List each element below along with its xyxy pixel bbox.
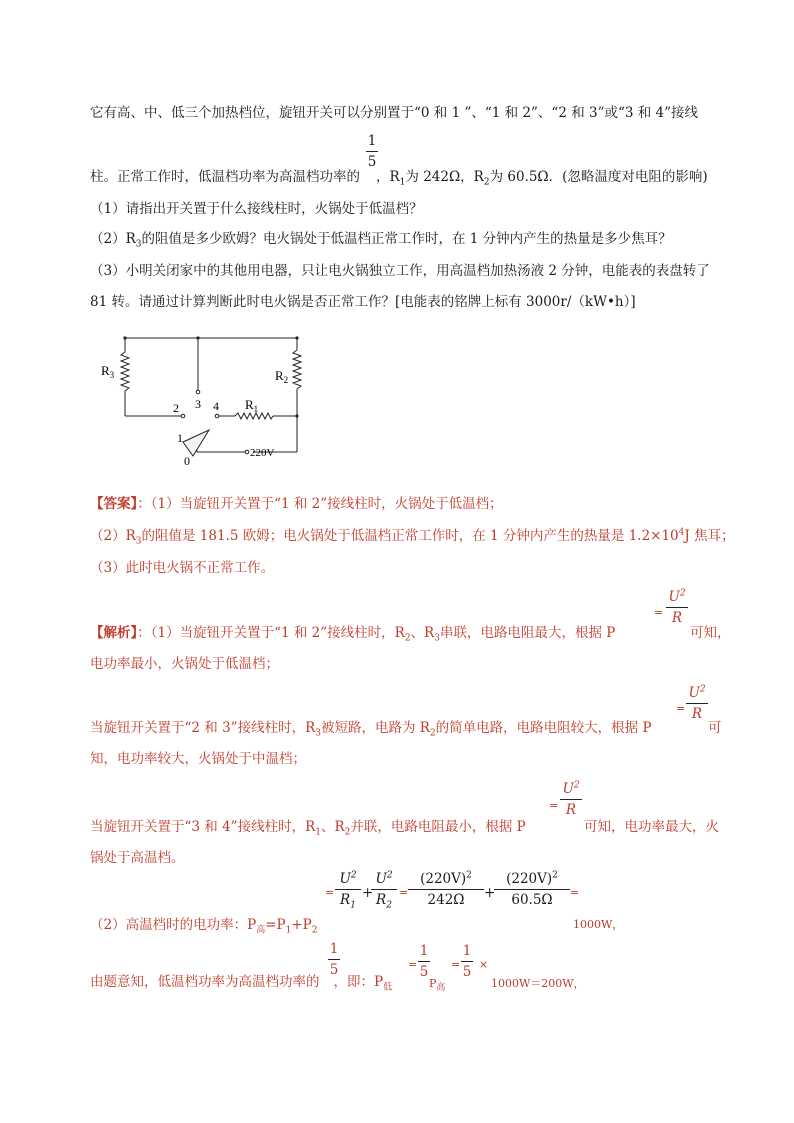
- p4-result: 1000W，: [573, 918, 624, 931]
- analysis-p1-line-1: 【解析】：（1）当旋钮开关置于“1 和 2”接线柱时，$R_2$、$R_3$串联，电路电阻最大，根据 P: [90, 625, 616, 644]
- p4-eq-2: =: [399, 886, 409, 899]
- r3-resistor: [121, 352, 129, 391]
- analysis-p1-eq: =: [654, 606, 664, 619]
- label-t4: 4: [213, 399, 219, 413]
- analysis-p5-line: 由题意知，低温档功率为高温档功率的 ，即：$P_低$: [90, 974, 393, 993]
- formula-u2-over-r1: $U^2$ $R_1$: [335, 870, 361, 909]
- label-r1: $R_1$: [245, 397, 259, 414]
- formula-220-over-605: $(220V)^2$ 60.5Ω: [494, 870, 570, 909]
- analysis-p2-tail: 可: [708, 720, 722, 736]
- formula-u2-over-r-3: $U^2$ R: [560, 780, 582, 819]
- p5-eq-2: =: [451, 958, 461, 971]
- p4-eq-3: =: [570, 886, 580, 899]
- label-t0: 0: [184, 454, 190, 468]
- p5-result: 1000W＝200W，: [491, 977, 585, 990]
- formula-u2-over-r2: $U^2$ $R_2$: [371, 870, 397, 909]
- p5-p-high: $P_高$: [429, 977, 446, 994]
- p5-eq-1: =: [408, 958, 418, 971]
- analysis-p3-eq: =: [549, 799, 559, 812]
- p5-fraction-2: 1 5: [419, 943, 429, 980]
- analysis-p4-line: （2）高温档时的电功率：$P_高=P_1+P_2$: [90, 917, 318, 936]
- analysis-p1-tail: 可知，: [690, 625, 731, 641]
- terminal-220v: [245, 450, 249, 454]
- question-3-line-1: （3）小明关闭家中的其他用电器，只让电火锅独立工作，用高温档加热汤液 2 分钟，电能表的表盘转了: [90, 263, 710, 279]
- r2-resistor: [293, 350, 301, 389]
- question-1: （1）请指出开关置于什么接线柱时，火锅处于低温档？: [90, 201, 423, 217]
- label-t1: 1: [177, 431, 183, 445]
- terminal-4: [215, 414, 219, 418]
- p5-fraction-3: 1 5: [462, 943, 472, 980]
- analysis-p3-tail: 可知，电功率最大，火: [584, 819, 719, 835]
- formula-u2-over-r-1: $U^2$ R: [666, 588, 688, 627]
- terminal-3: [196, 390, 200, 394]
- fraction-one-fifth: 1 5: [367, 133, 377, 170]
- p4-plus-2: +: [484, 885, 496, 901]
- label-r2: $R_2$: [275, 368, 289, 385]
- answer-line-1: 【答案】：（1）当旋钮开关置于“1 和 2”接线柱时，火锅处于低温档；: [90, 496, 503, 512]
- circuit-diagram: [95, 330, 310, 470]
- terminal-2: [181, 414, 185, 418]
- analysis-p1-line-2: 电功率最小，火锅处于低温档；: [90, 656, 279, 672]
- p5-fraction-1: 1 5: [329, 941, 339, 978]
- analysis-p3-line-1: 当旋钮开关置于“3 和 4”接线柱时，$R_1$、$R_2$并联，电路电阻最小，根据 P: [90, 819, 526, 838]
- analysis-p2-eq: =: [676, 702, 686, 715]
- p4-plus-1: +: [362, 885, 374, 901]
- problem-line-1: 它有高、中、低三个加热档位，旋钮开关可以分别置于“0 和 1 ”、“1 和 2”、“2 和 3”或“3 和 4”接线: [90, 105, 699, 121]
- formula-220-over-242: $(220V)^2$ 242Ω: [408, 870, 484, 909]
- label-r3: $R_3$: [101, 363, 115, 380]
- label-t3: 3: [195, 397, 201, 411]
- p5-times: ×: [479, 958, 489, 971]
- problem-line-2: 柱。正常工作时，低温档功率为高温档功率的 ，$R_1$为 242Ω，$R_2$为 60.5Ω．(忽略温度对电阻的影响): [90, 169, 708, 188]
- analysis-p2-line-2: 知，电功率较大，火锅处于中温档；: [90, 751, 306, 767]
- label-t2: 2: [173, 401, 179, 415]
- analysis-p3-line-2: 锅处于高温档。: [90, 850, 185, 866]
- answer-line-3: （3）此时电火锅不正常工作。: [90, 560, 275, 576]
- answer-line-2: $(2)R_3$的阻值是 181.5 欧姆；电火锅处于低温档正常工作时，在 1 分钟内产生的热量是 $1.2\times 10^4J$ 焦耳；: [90, 527, 735, 547]
- formula-u2-over-r-2: $U^2$ R: [686, 684, 708, 723]
- analysis-p2-line-1: 当旋钮开关置于“2 和 3”接线柱时，$R_3$被短路，电路为 $R_2$的简单电路，电路电阻较大，根据 P: [90, 720, 652, 739]
- p4-eq-1: =: [325, 886, 335, 899]
- label-voltage: 220V: [250, 447, 275, 459]
- question-3-line-2: 81 转。请通过计算判断此时电火锅是否正常工作？[电能表的铭牌上标有 3000r/（kW•h）]: [90, 294, 636, 310]
- question-2: $(2)R_3$的阻值是多少欧姆？电火锅处于低温档正常工作时，在 1 分钟内产生的热量是多少焦耳？: [90, 231, 672, 250]
